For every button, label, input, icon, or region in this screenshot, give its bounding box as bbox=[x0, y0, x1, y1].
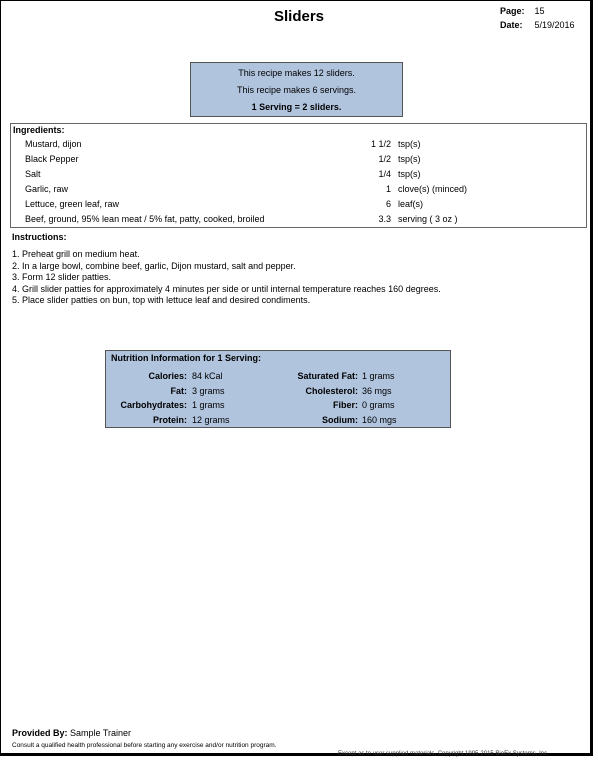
nutrient-value: 160 mgs bbox=[362, 414, 397, 425]
page-label: Page: bbox=[500, 6, 525, 16]
provided-value: Sample Trainer bbox=[70, 728, 132, 738]
nutrient-value: 36 mgs bbox=[362, 385, 392, 396]
ingredient-unit: tsp(s) bbox=[398, 139, 421, 149]
yield-box bbox=[190, 62, 403, 117]
nutrient-label: Fiber: bbox=[332, 400, 358, 410]
nutrient-value: 1 grams bbox=[192, 400, 225, 410]
ingredient-row bbox=[11, 214, 586, 228]
nutrition-heading: Nutrition Information for 1 Serving: bbox=[111, 353, 261, 363]
provided-label: Provided By: bbox=[12, 728, 68, 738]
instructions-list bbox=[12, 249, 441, 307]
ingredient-row bbox=[11, 199, 586, 213]
ingredient-row bbox=[11, 184, 586, 198]
page-number bbox=[500, 6, 545, 16]
ingredient-quantity: 1 bbox=[385, 184, 391, 194]
ingredient-unit: tsp(s) bbox=[398, 154, 421, 164]
instruction-step: 5. Place slider patties on bun, top with lettuce leaf and desired condiments. bbox=[12, 295, 311, 305]
consult-disclaimer: Consult a qualified health professional before starting any exercise and/or nutrition program. bbox=[12, 742, 277, 749]
ingredient-quantity: 3.3 bbox=[378, 214, 391, 224]
ingredient-quantity: 1/2 bbox=[378, 154, 391, 164]
instruction-step: 2. In a large bowl, combine beef, garlic, Dijon mustard, salt and pepper. bbox=[12, 260, 296, 271]
ingredient-row bbox=[11, 139, 586, 153]
nutrient-label: Protein: bbox=[152, 414, 187, 425]
ingredient-name: Beef, ground, 95% lean meat / 5% fat, patty, cooked, broiled bbox=[25, 214, 265, 224]
instruction-step: 1. Preheat grill on medium heat. bbox=[12, 249, 140, 259]
ingredient-row bbox=[11, 154, 586, 168]
ingredient-name: Lettuce, green leaf, raw bbox=[25, 199, 120, 209]
serving-size: 1 Serving = 2 sliders. bbox=[251, 102, 342, 112]
report-date bbox=[500, 20, 575, 30]
nutrient-label: Carbohydrates: bbox=[120, 400, 187, 410]
nutrient-label: Calories: bbox=[148, 371, 187, 381]
nutrient-value: 0 grams bbox=[362, 400, 395, 410]
ingredient-unit: serving ( 3 oz ) bbox=[398, 214, 458, 224]
instruction-step: 4. Grill slider patties for approximately 4 minutes per side or until internal temperature reaches 160 degrees. bbox=[12, 283, 441, 294]
provided-by bbox=[12, 728, 131, 738]
instruction-step: 3. Form 12 slider patties. bbox=[12, 272, 112, 282]
nutrient-label: Saturated Fat: bbox=[297, 371, 358, 381]
date-value: 5/19/2016 bbox=[534, 20, 575, 30]
ingredient-unit: clove(s) (minced) bbox=[398, 184, 468, 194]
nutrient-value: 3 grams bbox=[192, 385, 225, 396]
ingredient-name: Mustard, dijon bbox=[25, 139, 82, 149]
nutrient-value: 84 kCal bbox=[192, 371, 223, 381]
ingredient-row bbox=[11, 169, 586, 183]
nutrient-label: Sodium: bbox=[322, 414, 358, 425]
date-label: Date: bbox=[500, 20, 523, 30]
ingredients-heading: Ingredients: bbox=[13, 125, 65, 135]
nutrient-value: 12 grams bbox=[192, 414, 230, 425]
yield-sliders: This recipe makes 12 sliders. bbox=[238, 68, 355, 78]
nutrient-label: Fat: bbox=[170, 385, 187, 396]
ingredient-name: Black Pepper bbox=[25, 154, 79, 164]
ingredient-name: Salt bbox=[25, 169, 41, 179]
copyright-notice: Except as to user supplied materials, Copyright 1995-2015 BioEx Systems, Inc. bbox=[338, 751, 549, 757]
ingredients-box bbox=[10, 123, 587, 228]
page-title: Sliders bbox=[273, 8, 325, 25]
page-value: 15 bbox=[534, 6, 545, 16]
ingredient-quantity: 1 1/2 bbox=[370, 139, 391, 149]
ingredient-name: Garlic, raw bbox=[25, 184, 69, 194]
ingredient-unit: leaf(s) bbox=[398, 199, 424, 209]
nutrient-value: 1 grams bbox=[362, 371, 395, 381]
nutrition-box bbox=[105, 350, 451, 428]
yield-servings: This recipe makes 6 servings. bbox=[236, 85, 357, 95]
ingredient-unit: tsp(s) bbox=[398, 169, 421, 179]
instructions-heading: Instructions: bbox=[12, 232, 67, 242]
ingredient-quantity: 6 bbox=[385, 199, 391, 209]
nutrient-label: Cholesterol: bbox=[305, 385, 358, 396]
ingredient-quantity: 1/4 bbox=[378, 169, 391, 179]
